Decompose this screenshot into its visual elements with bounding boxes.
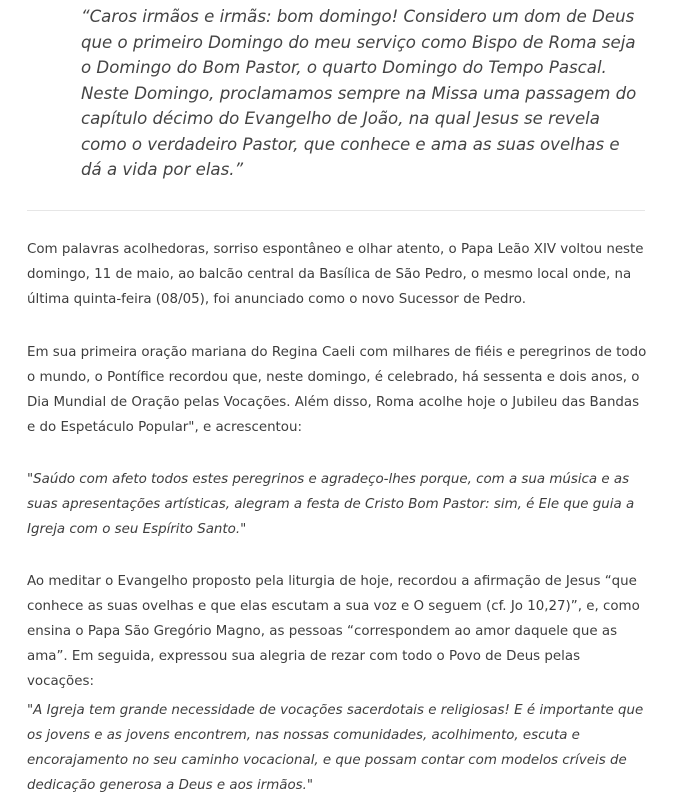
article-paragraph: Ao meditar o Evangelho proposto pela liturgia de hoje, recordou a afirmação de Jesus “que conhece as suas ovelhas e que elas escutam a sua voz e O seguem (cf. Jo 10,27)”, e, como ensina o Papa São Gregório Magno, as pessoas “correspondem ao amor daquele que as ama”. Em seguida, expressou sua alegria de rezar com todo o Povo de Deus pelas vocações: <box>27 574 640 689</box>
article-paragraph: Com palavras acolhedoras, sorriso espontâneo e olhar atento, o Papa Leão XIV voltou neste domingo, 11 de maio, ao balcão central da Basílica de São Pedro, o mesmo local onde, na última quinta-feira (08/05), foi anunciado como o novo Sucessor de Pedro. <box>27 242 644 307</box>
quoted-statement: "A Igreja tem grande necessidade de vocações sacerdotais e religiosas! E é importante que os jovens e as jovens encontrem, nas nossas comunidades, acolhimento, escuta e encorajamento no seu caminho vocacional, e que possam contar com modelos críveis de dedicação generosa a Deus e aos irmãos." <box>27 703 644 793</box>
quoted-statement: "Saúdo com afeto todos estes peregrinos e agradeço-lhes porque, com a sua música e as suas apresentações artísticas, alegram a festa de Cristo Bom Pastor: sim, é Ele que guia a Igreja com o seu Espírito Santo." <box>27 472 635 537</box>
article-paragraph: Em sua primeira oração mariana do Regina Caeli com milhares de fiéis e peregrinos de todo o mundo, o Pontífice recordou que, neste domingo, é celebrado, há sessenta e dois anos, o Dia Mundial de Oração pelas Vocações. Além disso, Roma acolhe hoje o Jubileu das Bandas e do Espetáculo Popular", e acrescentou: <box>27 345 647 435</box>
pull-quote: “Caros irmãos e irmãs: bom domingo! Considero um dom de Deus que o primeiro Domingo do meu serviço como Bispo de Roma seja o Domingo do Bom Pastor, o quarto Domingo do Tempo Pascal. Neste Domingo, proclamamos sempre na Missa uma passagem do capítulo décimo do Evangelho de João, na qual Jesus se revela como o verdadeiro Pastor, que conhece e ama as suas ovelhas e dá a vida por elas.” <box>81 7 637 179</box>
section-divider <box>27 210 645 211</box>
